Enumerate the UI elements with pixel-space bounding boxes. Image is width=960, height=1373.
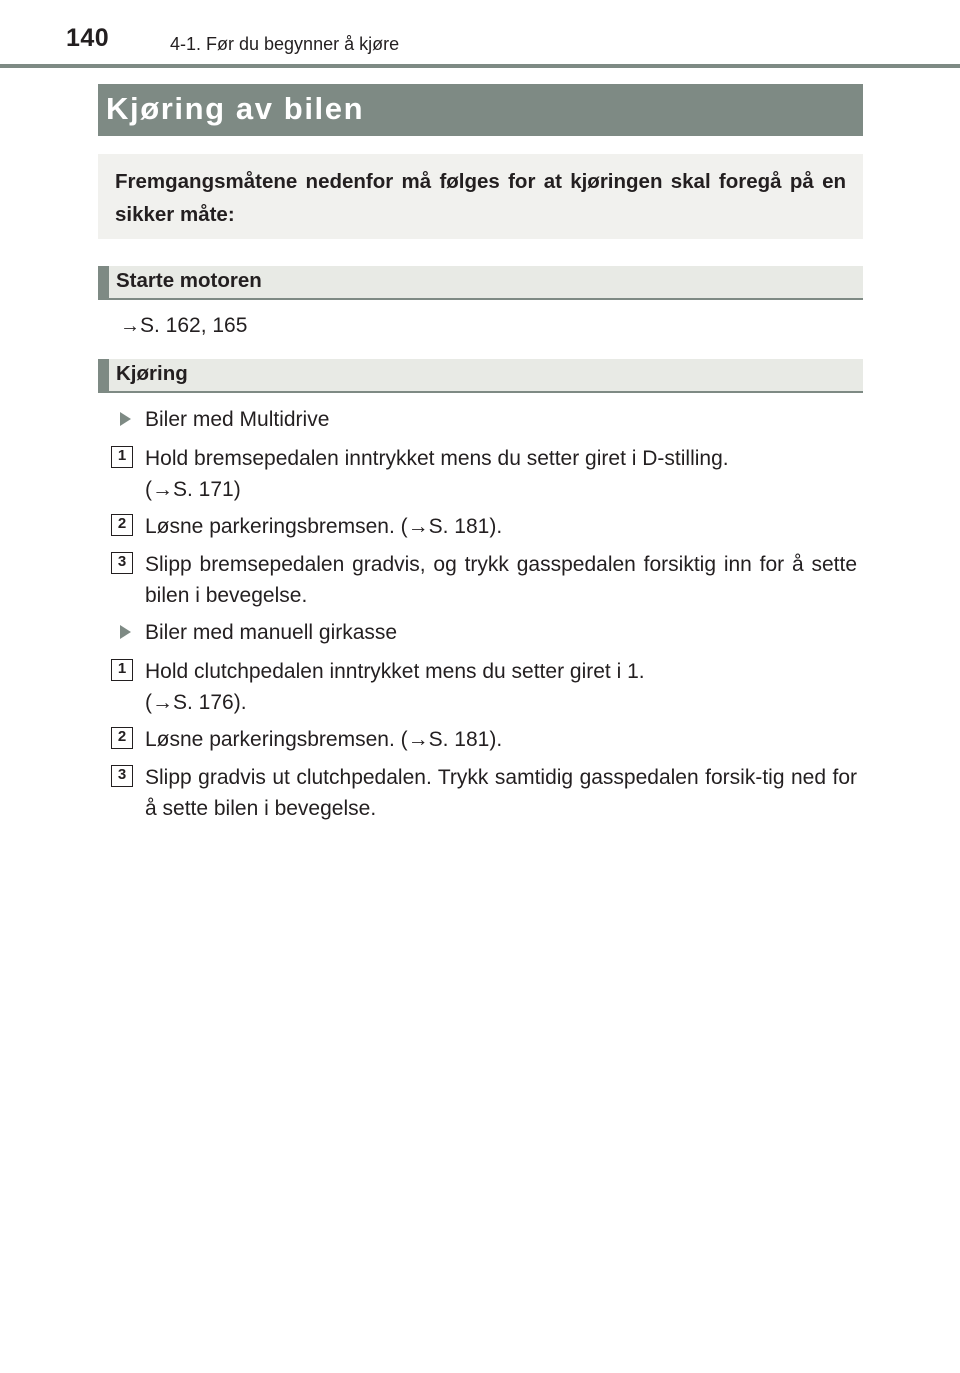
step-instruction: Hold clutchpedalen inntrykket mens du setter giret i 1.: [145, 660, 645, 683]
subheading-label: Kjøring: [116, 362, 188, 385]
variant-label-manual: Biler med manuell girkasse: [145, 621, 398, 644]
step-number-badge: 1: [111, 659, 133, 681]
start-reference[interactable]: [120, 310, 247, 342]
triangle-bullet-icon: [120, 412, 131, 426]
step-instruction: Hold bremsepedalen inntrykket mens du setter giret i D-stilling.: [145, 447, 729, 470]
subheading-bar: [98, 266, 109, 298]
page-title: Kjøring av bilen: [106, 91, 365, 126]
start-reference-text: S. 162, 165: [140, 314, 248, 337]
variant-label-multidrive: Biler med Multidrive: [145, 408, 330, 431]
intro-box: [98, 154, 863, 239]
step-text: Slipp gradvis ut clutchpedalen. Trykk samtidig gasspedalen forsik-tig ned for å sette bilen i bevegelse.: [145, 766, 857, 820]
step-number-badge: 2: [111, 727, 133, 749]
subheading-driving: [98, 359, 863, 393]
header-rule: [0, 64, 960, 68]
step-text: Løsne parkeringsbremsen. (→S. 181).: [145, 728, 503, 751]
page-number: 140: [66, 24, 110, 52]
step-number-badge: 3: [111, 552, 133, 574]
page-header: [0, 0, 960, 68]
subheading-start-engine: [98, 266, 863, 300]
arrow-icon: →: [120, 315, 140, 337]
step-text: [145, 656, 857, 718]
step-number-badge: 3: [111, 765, 133, 787]
step-text: Slipp bremsepedalen gradvis, og trykk gasspedalen forsiktig inn for å sette bilen i bevegelse.: [145, 553, 857, 607]
step-text: Løsne parkeringsbremsen. (→S. 181).: [145, 515, 503, 538]
step-number-badge: 1: [111, 446, 133, 468]
section-path: 4-1. Før du begynner å kjøre: [170, 34, 400, 54]
intro-text: Fremgangsmåtene nedenfor må følges for at kjøringen skal foregå på en sikker måte:: [115, 170, 846, 226]
step-number-badge: 2: [111, 514, 133, 536]
triangle-bullet-icon: [120, 625, 131, 639]
title-bar: [98, 84, 863, 136]
subheading-bar: [98, 359, 109, 391]
step-text: [145, 443, 857, 505]
subheading-label: Starte motoren: [116, 269, 262, 292]
step-reference[interactable]: (→S. 171): [145, 478, 241, 501]
step-reference[interactable]: (→S. 176).: [145, 691, 247, 714]
